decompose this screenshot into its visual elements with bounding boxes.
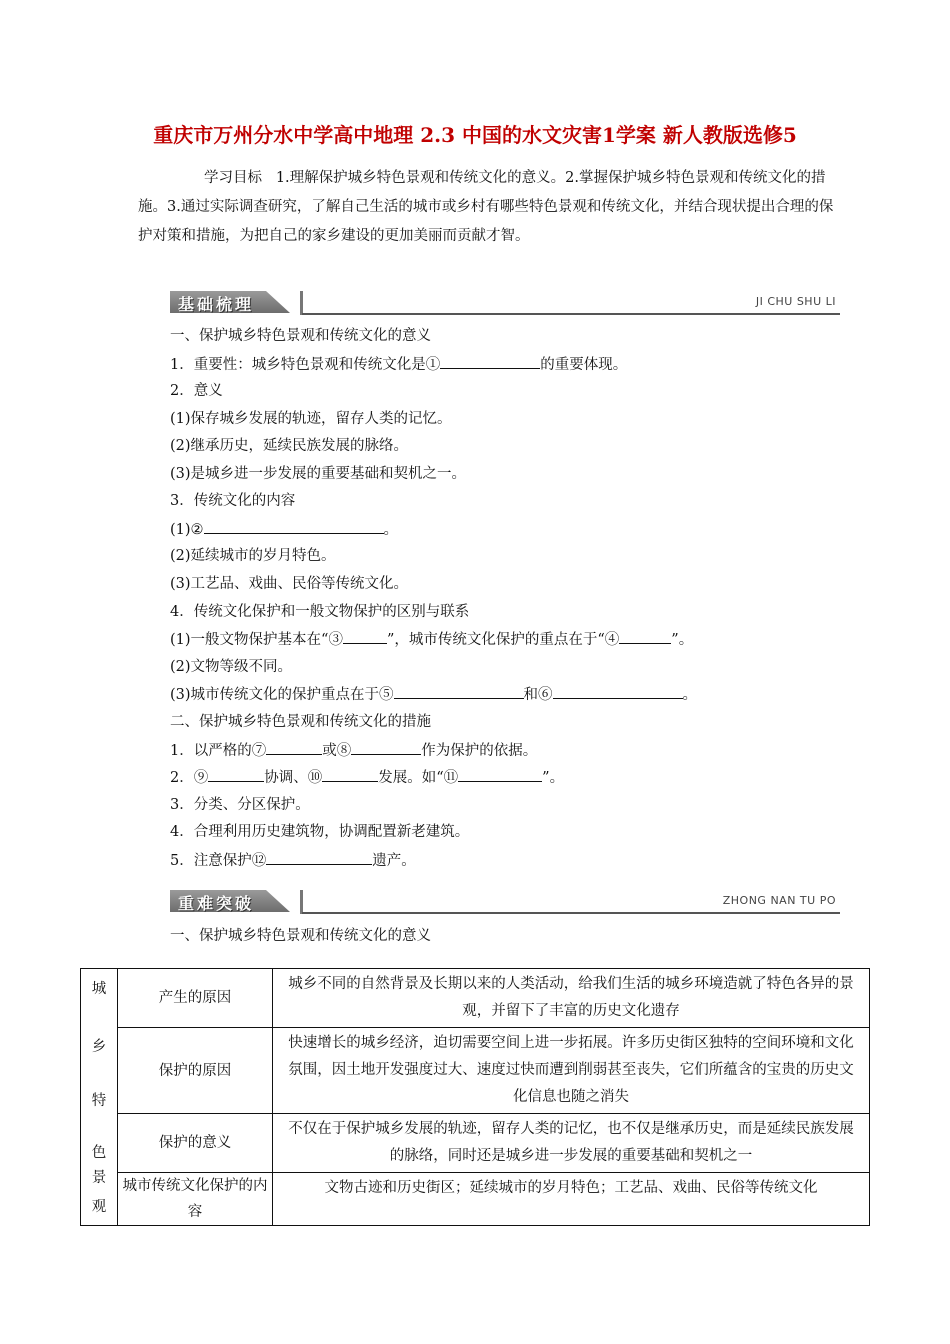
text-segment: ”。 bbox=[542, 770, 565, 786]
fill-blank-5[interactable] bbox=[394, 684, 524, 699]
text-segment: (1)② bbox=[170, 522, 204, 538]
section2-heading: 一、保护城乡特色景观和传统文化的意义 bbox=[170, 928, 431, 944]
side-label-cell bbox=[81, 969, 118, 1226]
banner-divider bbox=[300, 890, 303, 914]
fill-blank-2[interactable] bbox=[204, 519, 384, 534]
banner-divider bbox=[300, 291, 303, 315]
banner-title: 重难突破 bbox=[178, 894, 255, 913]
fill-blank-11[interactable] bbox=[458, 767, 542, 782]
banner-pinyin: ZHONG NAN TU PO bbox=[722, 894, 836, 907]
table-row bbox=[81, 1173, 870, 1226]
text-segment: 发展。如“⑪ bbox=[378, 770, 459, 786]
row-body: 快速增长的城乡经济，迫切需要空间上进一步拓展。许多历史街区独特的空间环境和文化氛围，因土地开发强度过大、速度过快而遭到削弱甚至丧失，它们所蕴含的宝贵的历史文化信息也随之消失 bbox=[273, 1028, 870, 1114]
text-line: (2)继承历史，延续民族发展的脉络。 bbox=[170, 438, 409, 454]
goal-text: 1.理解保护城乡特色景观和传统文化的意义。2.掌握保护城乡特色景观和传统文化的措施。3.通过实际调查研究，了解自己生活的城市或乡村有哪些特色景观和传统文化，并结合现状提出合理的保护对策和措施，为把自己的家乡建设的更加美丽而贡献才智。 bbox=[138, 170, 834, 244]
fill-blank-7[interactable] bbox=[266, 740, 322, 755]
fill-blank-9[interactable] bbox=[208, 767, 264, 782]
fill-blank-6[interactable] bbox=[553, 684, 683, 699]
text-segment: 的重要体现。 bbox=[540, 357, 628, 373]
side-char: 特 bbox=[91, 1093, 107, 1109]
side-char: 城 bbox=[91, 981, 107, 997]
text-line: 2．意义 bbox=[170, 383, 223, 399]
text-line bbox=[170, 767, 564, 788]
text-line: (1)保存城乡发展的轨迹，留存人类的记忆。 bbox=[170, 411, 452, 427]
text-line: (2)文物等级不同。 bbox=[170, 659, 293, 675]
text-line: 4．合理利用历史建筑物，协调配置新老建筑。 bbox=[170, 824, 470, 840]
side-char: 色 bbox=[91, 1145, 107, 1161]
text-segment: 作为保护的依据。 bbox=[421, 743, 538, 759]
text-segment: 1．重要性：城乡特色景观和传统文化是① bbox=[170, 357, 441, 373]
banner-title: 基础梳理 bbox=[178, 295, 255, 314]
table-row bbox=[81, 1114, 870, 1173]
text-line: (3)工艺品、戏曲、民俗等传统文化。 bbox=[170, 576, 409, 592]
text-segment: (1)一般文物保护基本在“③ bbox=[170, 632, 343, 648]
text-line: 4．传统文化保护和一般文物保护的区别与联系 bbox=[170, 604, 470, 620]
row-body: 文物古迹和历史街区；延续城市的岁月特色；工艺品、戏曲、民俗等传统文化 bbox=[273, 1173, 870, 1226]
text-line bbox=[170, 684, 697, 705]
fill-blank-4[interactable] bbox=[619, 629, 671, 644]
learning-goals bbox=[138, 164, 843, 251]
text-segment: 。 bbox=[383, 522, 399, 538]
row-body: 城乡不同的自然背景及长期以来的人类活动，给我们生活的城乡环境造就了特色各异的景观，并留下了丰富的历史文化遗存 bbox=[273, 969, 870, 1028]
section-banner-basics bbox=[170, 291, 840, 315]
table-row bbox=[81, 1028, 870, 1114]
text-segment: 。 bbox=[682, 687, 698, 703]
row-head: 保护的意义 bbox=[118, 1114, 273, 1173]
banner-pinyin: JI CHU SHU LI bbox=[755, 295, 836, 308]
section-banner-key-points bbox=[170, 890, 840, 914]
banner-rule bbox=[302, 313, 840, 315]
document-title: 重庆市万州分水中学高中地理 2.3 中国的水文灾害1学案 新人教版选修5 bbox=[153, 123, 797, 147]
significance-table bbox=[80, 968, 870, 1226]
text-line bbox=[170, 519, 398, 540]
text-line bbox=[170, 850, 416, 871]
row-body: 不仅在于保护城乡发展的轨迹，留存人类的记忆，也不仅是继承历史，而是延续民族发展的脉络，同时还是城乡进一步发展的重要基础和契机之一 bbox=[273, 1114, 870, 1173]
section1-heading: 一、保护城乡特色景观和传统文化的意义 bbox=[170, 328, 431, 344]
fill-blank-1[interactable] bbox=[440, 354, 540, 369]
text-segment: 5．注意保护⑫ bbox=[170, 853, 267, 869]
text-line bbox=[170, 740, 537, 761]
text-segment: ”，城市传统文化保护的重点在于“④ bbox=[386, 632, 620, 648]
text-segment: 和⑥ bbox=[523, 687, 553, 703]
row-head: 产生的原因 bbox=[118, 969, 273, 1028]
section1-heading-2: 二、保护城乡特色景观和传统文化的措施 bbox=[170, 714, 431, 730]
text-segment: 2．⑨ bbox=[170, 770, 209, 786]
text-segment: 协调、⑩ bbox=[264, 770, 323, 786]
text-line bbox=[170, 354, 627, 375]
text-line: (3)是城乡进一步发展的重要基础和契机之一。 bbox=[170, 466, 467, 482]
side-char: 乡 bbox=[91, 1039, 107, 1055]
row-head: 保护的原因 bbox=[118, 1028, 273, 1114]
text-line: (2)延续城市的岁月特色。 bbox=[170, 548, 336, 564]
text-line: 3．传统文化的内容 bbox=[170, 493, 296, 509]
fill-blank-3[interactable] bbox=[343, 629, 387, 644]
fill-blank-12[interactable] bbox=[266, 850, 372, 865]
banner-rule bbox=[302, 912, 840, 914]
text-segment: (3)城市传统文化的保护重点在于⑤ bbox=[170, 687, 394, 703]
side-char: 观 bbox=[91, 1199, 107, 1215]
goal-label: 学习目标 bbox=[204, 170, 262, 186]
side-char: 景 bbox=[91, 1170, 107, 1186]
text-segment: 遗产。 bbox=[372, 853, 416, 869]
text-line: 3．分类、分区保护。 bbox=[170, 797, 310, 813]
fill-blank-8[interactable] bbox=[351, 740, 421, 755]
text-segment: ”。 bbox=[671, 632, 694, 648]
row-head: 城市传统文化保护的内容 bbox=[118, 1173, 273, 1226]
text-segment: 1．以严格的⑦ bbox=[170, 743, 267, 759]
text-line bbox=[170, 629, 693, 650]
table-row bbox=[81, 969, 870, 1028]
fill-blank-10[interactable] bbox=[322, 767, 378, 782]
text-segment: 或⑧ bbox=[322, 743, 352, 759]
